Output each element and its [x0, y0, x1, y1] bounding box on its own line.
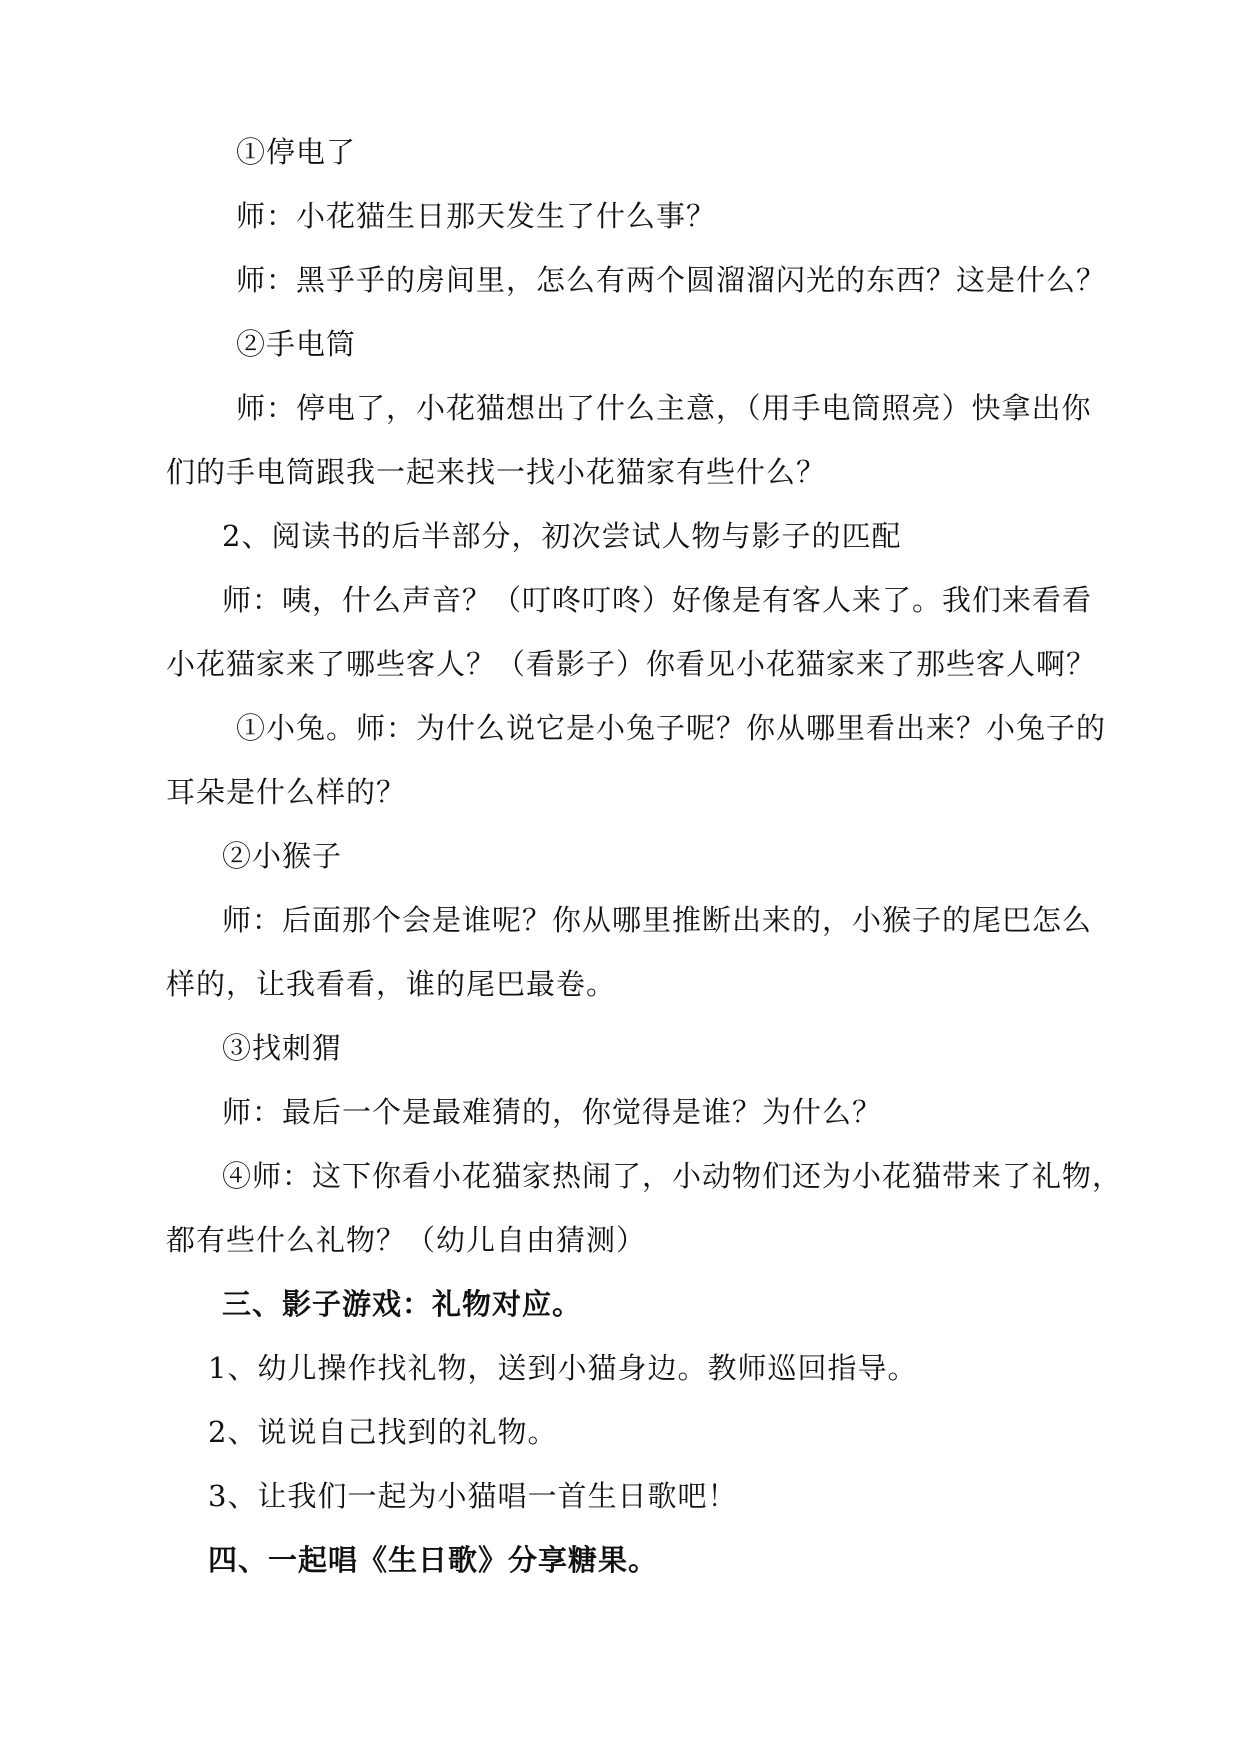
section-four-heading: 四、一起唱《生日歌》分享糖果。: [208, 1543, 659, 1577]
rabbit-line-2: 耳朵是什么样的？: [166, 775, 407, 809]
item-monkey: ②小猴子: [222, 839, 343, 873]
gifts-line-1: ④师：这下你看小花猫家热闹了，小动物们还为小花猫带来了礼物，: [222, 1159, 1123, 1193]
teacher-guests-line-1: 师：咦，什么声音？（叮咚叮咚）好像是有客人来了。我们来看看: [222, 583, 1093, 617]
item-power-outage: ①停电了: [236, 135, 357, 169]
gifts-line-2: 都有些什么礼物？（幼儿自由猜测）: [166, 1223, 647, 1257]
teacher-question-dark-room: 师：黑乎乎的房间里，怎么有两个圆溜溜闪光的东西？这是什么？: [236, 263, 1107, 297]
teacher-hardest-guess: 师：最后一个是最难猜的，你觉得是谁？为什么？: [222, 1095, 883, 1129]
section-reading-second-half: 2、阅读书的后半部分，初次尝试人物与影子的匹配: [222, 519, 902, 553]
teacher-guests-line-2: 小花猫家来了哪些客人？（看影子）你看见小花猫家来了那些客人啊？: [166, 647, 1097, 681]
rabbit-line-1: ①小兔。师：为什么说它是小兔子呢？你从哪里看出来？小兔子的: [236, 711, 1107, 745]
item-hedgehog: ③找刺猬: [222, 1031, 343, 1065]
item-flashlight: ②手电筒: [236, 327, 357, 361]
monkey-line-2: 样的，让我看看，谁的尾巴最卷。: [166, 967, 617, 1001]
teacher-flashlight-line-1: 师：停电了，小花猫想出了什么主意，（用手电筒照亮）快拿出你: [236, 391, 1092, 425]
monkey-line-1: 师：后面那个会是谁呢？你从哪里推断出来的，小猴子的尾巴怎么: [222, 903, 1093, 937]
teacher-question-birthday: 师：小花猫生日那天发生了什么事？: [236, 199, 717, 233]
teacher-flashlight-line-2: 们的手电筒跟我一起来找一找小花猫家有些什么？: [166, 455, 827, 489]
step-sing-together: 3、让我们一起为小猫唱一首生日歌吧！: [208, 1479, 738, 1513]
section-three-heading: 三、影子游戏：礼物对应。: [222, 1287, 583, 1321]
step-talk-about-gifts: 2、说说自己找到的礼物。: [208, 1415, 558, 1449]
step-find-gifts: 1、幼儿操作找礼物，送到小猫身边。教师巡回指导。: [208, 1351, 918, 1385]
